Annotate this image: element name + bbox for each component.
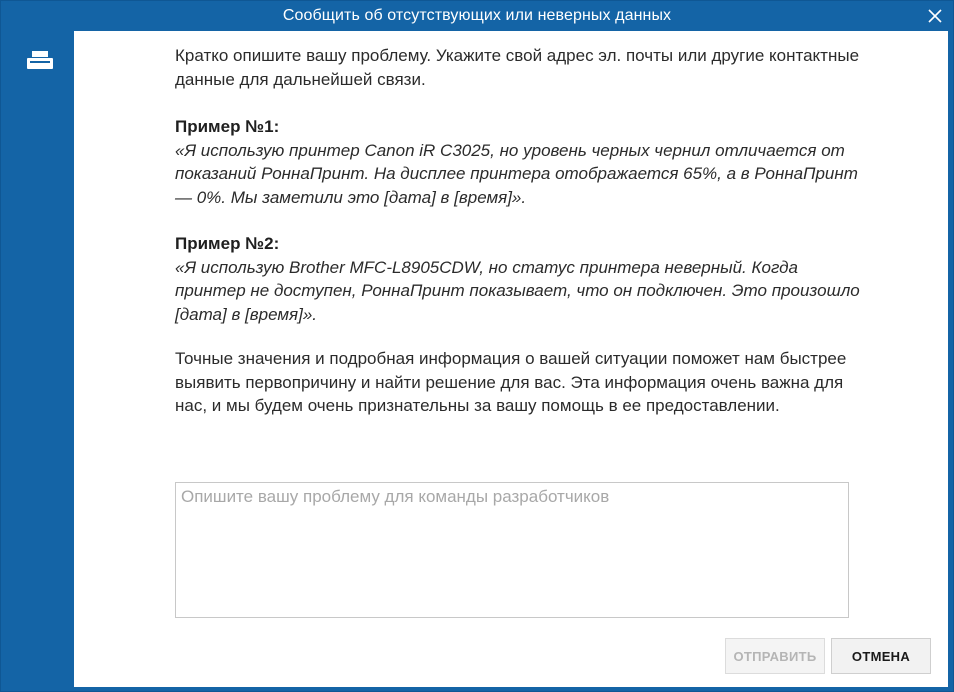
dialog-content: [74, 31, 948, 687]
problem-description-input[interactable]: [175, 482, 849, 618]
example-1: [175, 115, 865, 209]
closing-text: Точные значения и подробная информация о вашей ситуации поможет нам быстрее выявить первопричину и найти решение для вас. Эта информация очень важна для нас, и мы будем очень признательны за вашу помощь в ее предоставлении.: [175, 349, 847, 415]
dialog-title: Сообщить об отсутствующих или неверных данных: [282, 7, 672, 24]
intro-text: Кратко опишите вашу проблему. Укажите свой адрес эл. почты или другие контактные данные для дальнейшей связи.: [175, 46, 860, 89]
close-icon: [928, 9, 942, 23]
example-1-text: «Я использую принтер Canon iR C3025, но уровень черных чернил отличается от показаний РоннаПринт. На дисплее принтера отображается 65%, а в РоннаПринт — 0%. Мы заметили это [дата] в [время]».: [175, 140, 858, 207]
send-button[interactable]: ОТПРАВИТЬ: [725, 638, 825, 674]
close-button[interactable]: [923, 4, 947, 28]
example-1-heading: Пример №1:: [175, 117, 280, 136]
example-2-heading: Пример №2:: [175, 234, 280, 253]
title-bar: [1, 1, 953, 31]
cancel-button[interactable]: ОТМЕНА: [831, 638, 931, 674]
example-2: [175, 232, 865, 326]
sidebar: [1, 31, 74, 691]
example-2-text: «Я использую Brother MFC-L8905CDW, но статус принтера неверный. Когда принтер не доступен, РоннаПринт показывает, что он подключен. Это произошло [дата] в [время]».: [175, 257, 860, 324]
printer-icon: [25, 49, 55, 73]
